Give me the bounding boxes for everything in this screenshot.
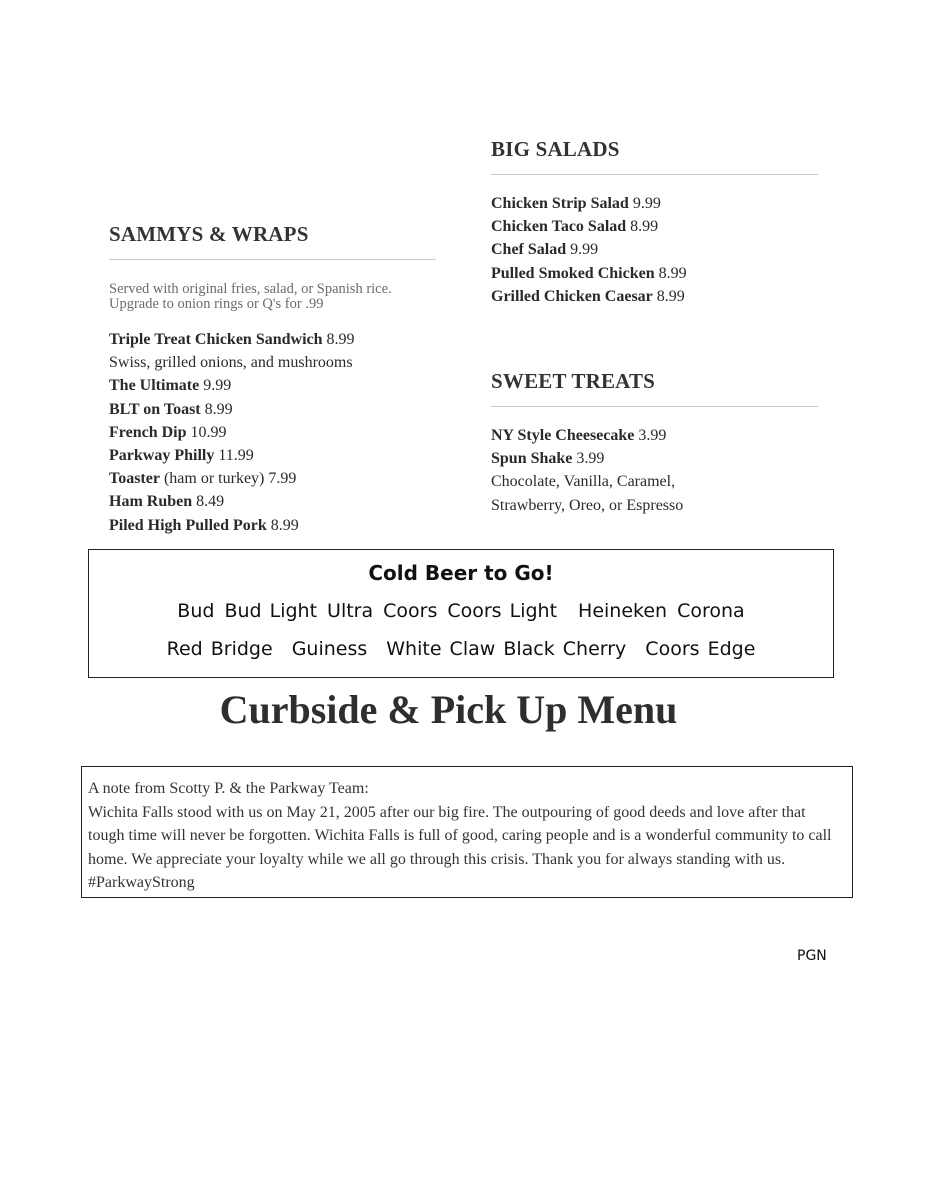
sammys-list — [109, 328, 355, 537]
beer-item: Bud Light — [224, 600, 318, 622]
beer-item: Red Bridge — [166, 638, 273, 660]
big-salads-divider — [491, 174, 818, 175]
sammys-note-line: Served with original fries, salad, or Spanish rice. — [109, 281, 392, 297]
menu-item: Pulled Smoked Chicken 8.99 — [491, 264, 687, 282]
beer-item: Guiness — [291, 638, 368, 660]
beer-row-2 — [89, 638, 833, 660]
menu-item: Parkway Philly 11.99 — [109, 447, 254, 465]
menu-item: Spun Shake 3.99 — [491, 450, 605, 468]
beer-item: Coors Light — [447, 600, 558, 622]
big-salads-title: BIG SALADS — [491, 137, 620, 161]
sammys-served-note — [109, 282, 392, 312]
beer-item: Heineken — [578, 600, 668, 622]
menu-item-description: Strawberry, Oreo, or Espresso — [491, 496, 684, 514]
sweet-treats-list — [491, 424, 683, 517]
menu-item: NY Style Cheesecake 3.99 — [491, 427, 667, 444]
sweet-treats-title: SWEET TREATS — [491, 369, 656, 393]
menu-item: Grilled Chicken Caesar 8.99 — [491, 287, 685, 305]
sammys-divider — [109, 259, 436, 260]
footer-code: PGN — [797, 948, 827, 964]
menu-item: French Dip 10.99 — [109, 423, 227, 441]
beer-row-1 — [89, 600, 833, 622]
beer-item: Bud — [177, 600, 215, 622]
page-title: Curbside & Pick Up Menu — [219, 687, 678, 732]
menu-item: Triple Treat Chicken Sandwich 8.99 — [109, 331, 355, 348]
sweet-treats-divider — [491, 406, 818, 407]
big-salads-list — [491, 192, 687, 308]
sammys-note-line: Upgrade to onion rings or Q's for .99 — [109, 296, 324, 312]
menu-item-description: Swiss, grilled onions, and mushrooms — [109, 354, 353, 372]
menu-item: Chef Salad 9.99 — [491, 241, 599, 259]
beer-item: White Claw Black Cherry — [386, 638, 627, 660]
beer-item: Coors — [383, 600, 438, 622]
menu-item: Toaster (ham or turkey) 7.99 — [109, 470, 297, 488]
beer-title: Cold Beer to Go! — [368, 561, 554, 585]
menu-item: BLT on Toast 8.99 — [109, 400, 233, 418]
menu-item: Chicken Strip Salad 9.99 — [491, 195, 661, 212]
note-body: Wichita Falls stood with us on May 21, 2005 after our big fire. The outpouring of good deeds and love after that tough time will never be forgotten. Wichita Falls is full of good, caring people and is a wonderful community to call home. We appreciate your loyalty while we all go through this crisis. Thank you for always standing with us. #ParkwayStrong — [88, 803, 832, 891]
beer-item: Coors Edge — [645, 638, 756, 660]
cold-beer-box — [88, 549, 834, 678]
menu-item: Piled High Pulled Pork 8.99 — [109, 516, 299, 534]
beer-item: Corona — [677, 600, 745, 622]
menu-item-description: Chocolate, Vanilla, Caramel, — [491, 473, 676, 491]
sammys-title: SAMMYS & WRAPS — [109, 222, 309, 246]
menu-item: The Ultimate 9.99 — [109, 377, 232, 395]
note-heading: A note from Scotty P. & the Parkway Team: — [88, 780, 369, 797]
beer-item: Ultra — [327, 600, 374, 622]
team-note-box — [81, 766, 853, 898]
menu-item: Chicken Taco Salad 8.99 — [491, 218, 659, 236]
menu-item: Ham Ruben 8.49 — [109, 493, 225, 511]
